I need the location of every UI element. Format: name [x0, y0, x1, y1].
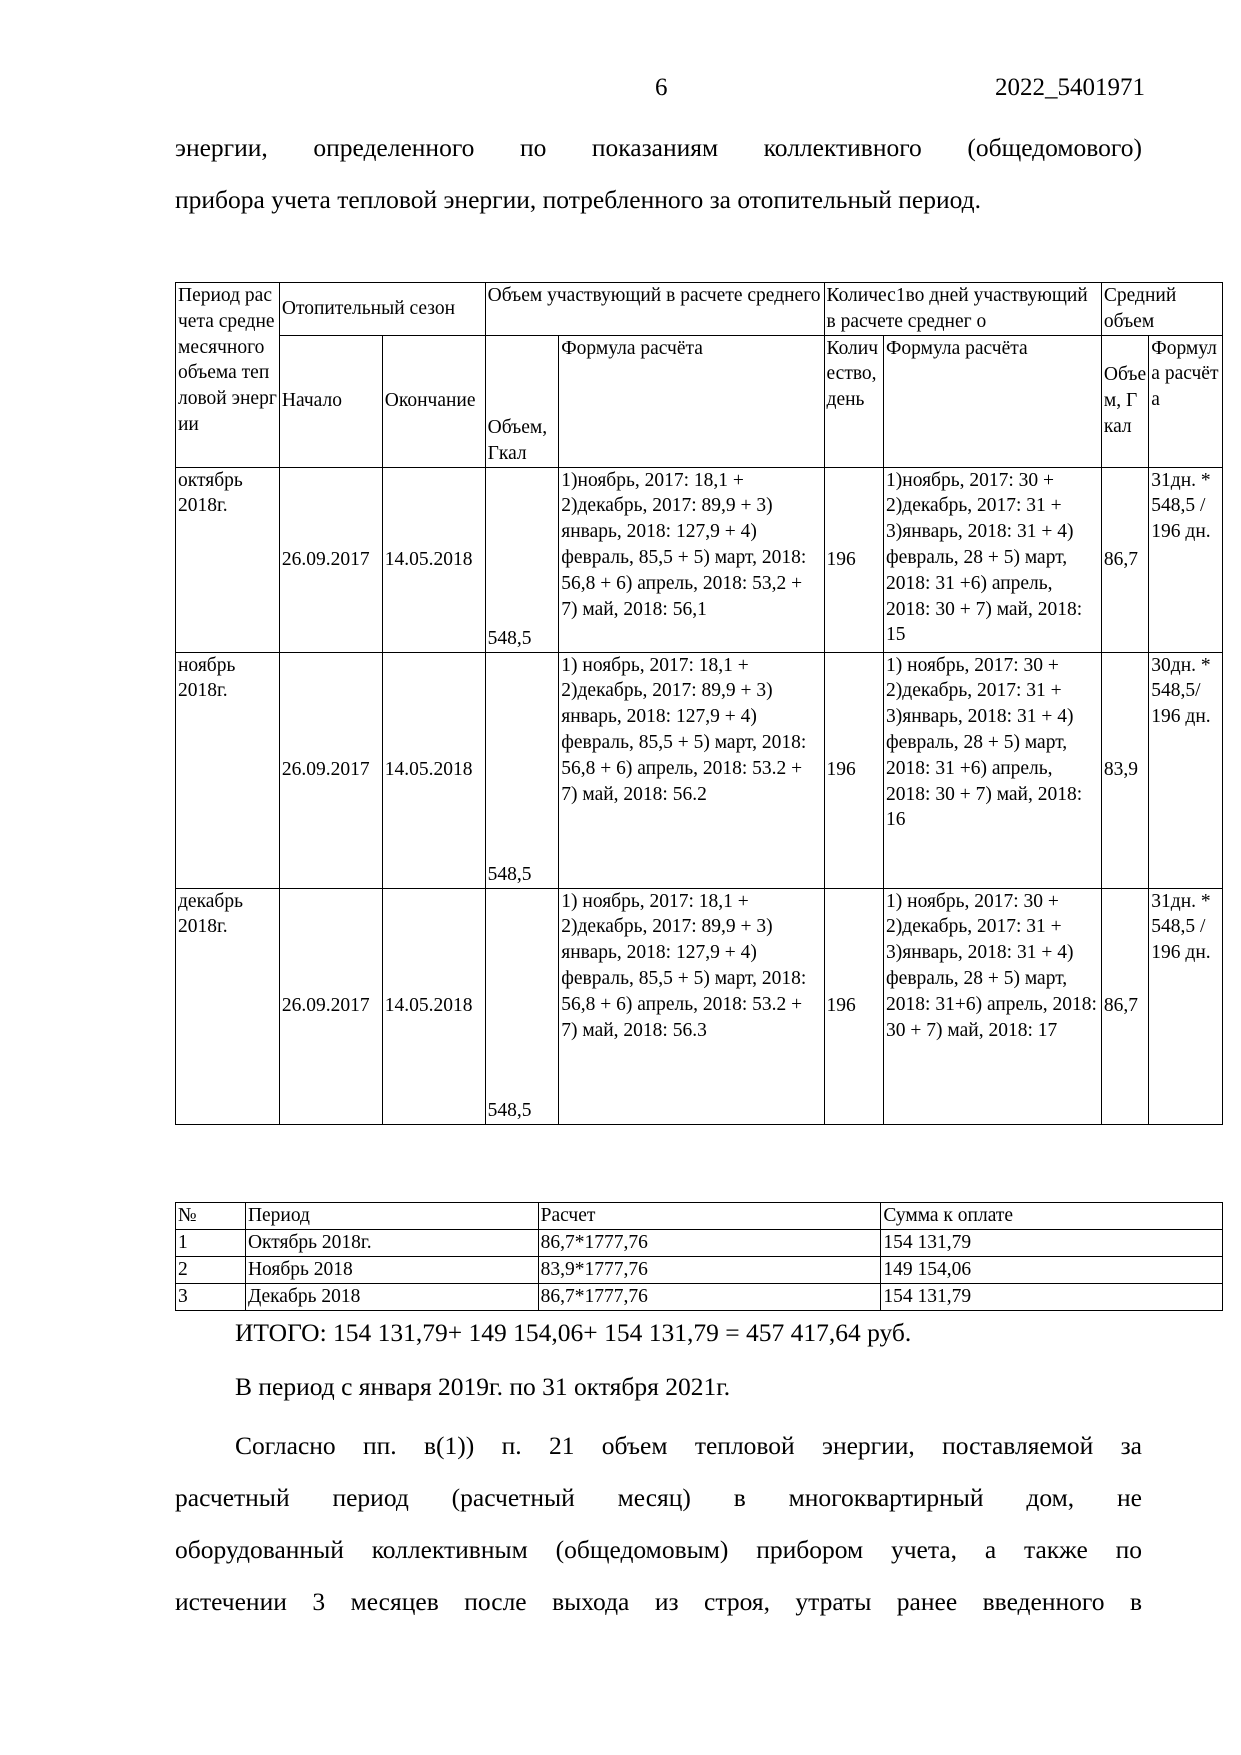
row-end: 14.05.2018 — [382, 888, 485, 1124]
row-days-formula: 1)ноябрь, 2017: 30 + 2)декабрь, 2017: 31 + 3)январь, 2018: 31 + 4) февраль, 28 + 5) март, 2018: 31 +6) апрель, 2018: 30 + 7) май, 2018: 15 — [884, 467, 1102, 652]
row-calc: 86,7*1777,76 — [538, 1230, 881, 1257]
row-calc: 86,7*1777,76 — [538, 1284, 881, 1311]
row-formula: 1)ноябрь, 2017: 18,1 + 2)декабрь, 2017: 89,9 + 3) январь, 2018: 127,9 + 4) февраль, 85,5 + 5) март, 2018: 56,8 + 6) апрель, 2018: 53,2 + 7) май, 2018: 56,1 — [559, 467, 824, 652]
row-volume: 548,5 — [485, 652, 559, 888]
header-start: Начало — [279, 335, 382, 467]
table-row — [176, 1230, 1223, 1257]
header-avg-formula: Формула расчёта — [1149, 335, 1223, 467]
rule-line: Согласно пп. в(1)) п. 21 объем тепловой энергии, поставляемой за — [235, 1431, 1142, 1460]
table-row — [176, 467, 1223, 652]
row-days: 196 — [824, 652, 884, 888]
intro-line: энергии, определенного по показаниям коллективного (общедомового) — [175, 133, 1142, 162]
header-end: Окончание — [382, 335, 485, 467]
rule-line: оборудованный коллективным (общедомовым) прибором учета, а также по — [175, 1535, 1142, 1564]
rule-line: истечении 3 месяцев после выхода из строя, утраты ранее введенного в — [175, 1587, 1142, 1616]
table-header-row — [176, 1203, 1223, 1230]
row-calc: 83,9*1777,76 — [538, 1257, 881, 1284]
row-no: 3 — [176, 1284, 246, 1311]
average-volume-table — [175, 282, 1223, 1125]
header-season: Отопительный сезон — [279, 283, 485, 336]
row-formula: 1) ноябрь, 2017: 18,1 + 2)декабрь, 2017: 89,9 + 3) январь, 2018: 127,9 + 4) февраль, 85,5 + 5) март, 2018: 56,8 + 6) апрель, 2018: 53.2 + 7) май, 2018: 56.3 — [559, 888, 824, 1124]
row-start: 26.09.2017 — [279, 888, 382, 1124]
row-avg-formula: 30дн. * 548,5/ 196 дн. — [1149, 652, 1223, 888]
rule-line: расчетный период (расчетный месяц) в многоквартирный дом, не — [175, 1483, 1142, 1512]
row-no: 1 — [176, 1230, 246, 1257]
intro-paragraph — [175, 122, 1142, 226]
row-period: декабрь 2018г. — [176, 888, 280, 1124]
header-period: Период — [245, 1203, 538, 1230]
header-volume-gcal: Объем, Гкал — [485, 335, 559, 467]
header-no: № — [176, 1203, 246, 1230]
payment-table — [175, 1202, 1223, 1311]
row-period: ноябрь 2018г. — [176, 652, 280, 888]
header-volume: Объем участвующий в расчете среднего — [485, 283, 824, 336]
row-no: 2 — [176, 1257, 246, 1284]
row-period: октябрь 2018г. — [176, 467, 280, 652]
row-avg-formula: 31дн. * 548,5 / 196 дн. — [1149, 467, 1223, 652]
page-number: 6 — [655, 74, 668, 101]
header-average: Средний объем — [1101, 283, 1222, 336]
row-days: 196 — [824, 888, 884, 1124]
row-start: 26.09.2017 — [279, 467, 382, 652]
table-row — [176, 652, 1223, 888]
row-period: Декабрь 2018 — [245, 1284, 538, 1311]
row-volume: 548,5 — [485, 467, 559, 652]
header-formula-days: Формула расчёта — [884, 335, 1102, 467]
row-end: 14.05.2018 — [382, 467, 485, 652]
row-start: 26.09.2017 — [279, 652, 382, 888]
header-calc: Расчет — [538, 1203, 881, 1230]
row-volume: 548,5 — [485, 888, 559, 1124]
row-days-formula: 1) ноябрь, 2017: 30 + 2)декабрь, 2017: 31 + 3)январь, 2018: 31 + 4) февраль, 28 + 5) март, 2018: 31+6) апрель, 2018: 30 + 7) май, 2018: 17 — [884, 888, 1102, 1124]
row-days-formula: 1) ноябрь, 2017: 30 + 2)декабрь, 2017: 31 + 3)январь, 2018: 31 + 4) февраль, 28 + 5) март, 2018: 31 +6) апрель, 2018: 30 + 7) май, 2018: 16 — [884, 652, 1102, 888]
table-row — [176, 1284, 1223, 1311]
row-period: Октябрь 2018г. — [245, 1230, 538, 1257]
row-avg: 86,7 — [1101, 888, 1148, 1124]
row-sum: 149 154,06 — [881, 1257, 1223, 1284]
header-sum: Сумма к оплате — [881, 1203, 1223, 1230]
header-days: Количес1во дней участвующий в расчете среднег о — [824, 283, 1101, 336]
row-avg-formula: 31дн. * 548,5 / 196 дн. — [1149, 888, 1223, 1124]
header-count: Количество, день — [824, 335, 884, 467]
intro-line: прибора учета тепловой энергии, потребленного за отопительный период. — [175, 185, 981, 214]
row-avg: 86,7 — [1101, 467, 1148, 652]
table-row — [176, 1257, 1223, 1284]
row-period: Ноябрь 2018 — [245, 1257, 538, 1284]
row-formula: 1) ноябрь, 2017: 18,1 + 2)декабрь, 2017: 89,9 + 3) январь, 2018: 127,9 + 4) февраль, 85,5 + 5) март, 2018: 56,8 + 6) апрель, 2018: 53.2 + 7) май, 2018: 56.2 — [559, 652, 824, 888]
header-formula: Формула расчёта — [559, 335, 824, 467]
row-sum: 154 131,79 — [881, 1230, 1223, 1257]
row-sum: 154 131,79 — [881, 1284, 1223, 1311]
row-end: 14.05.2018 — [382, 652, 485, 888]
rule-paragraph — [175, 1420, 1142, 1628]
row-days: 196 — [824, 467, 884, 652]
row-avg: 83,9 — [1101, 652, 1148, 888]
header-avg-volume: Объем, Гкал — [1101, 335, 1148, 467]
document-id: 2022_5401971 — [995, 74, 1145, 101]
table-row — [176, 888, 1223, 1124]
total-line: ИТОГО: 154 131,79+ 149 154,06+ 154 131,79 = 457 417,64 руб. — [235, 1318, 912, 1347]
header-period: Период расчета среднемесячного объема тепловой энергии — [176, 283, 280, 468]
period-line: В период с января 2019г. по 31 октября 2021г. — [235, 1372, 731, 1401]
